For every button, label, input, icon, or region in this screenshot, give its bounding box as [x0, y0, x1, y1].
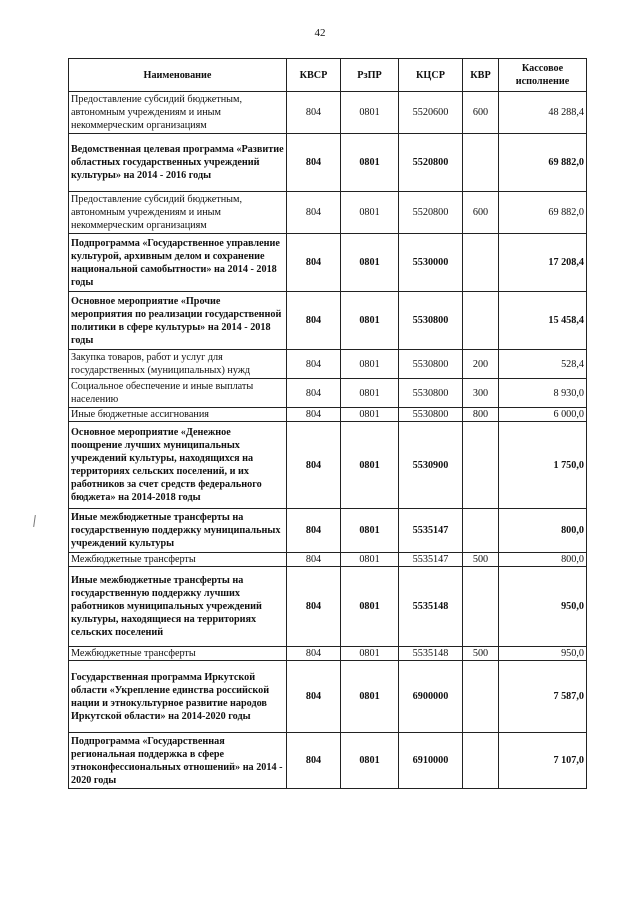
col-header-rzpr: РзПР — [341, 59, 399, 92]
table-row — [69, 567, 587, 647]
table-row — [69, 134, 587, 192]
row-kcsr: 5520600 — [399, 92, 463, 134]
row-kvr: 200 — [463, 350, 499, 379]
row-kcsr: 5520800 — [399, 192, 463, 234]
row-rzpr: 0801 — [341, 234, 399, 292]
row-rzpr: 0801 — [341, 567, 399, 647]
row-amount: 8 930,0 — [499, 379, 587, 408]
row-name: Иные бюджетные ассигнования — [69, 408, 287, 422]
row-rzpr: 0801 — [341, 661, 399, 733]
table-body — [69, 92, 587, 789]
col-header-kvsr: КВСР — [287, 59, 341, 92]
row-kcsr: 5535148 — [399, 647, 463, 661]
row-amount: 15 458,4 — [499, 292, 587, 350]
row-name: Предоставление субсидий бюджетным, автономным учреждениям и иным некоммерческим организациям — [69, 192, 287, 234]
row-amount: 48 288,4 — [499, 92, 587, 134]
row-kvsr: 804 — [287, 192, 341, 234]
row-name: Иные межбюджетные трансферты на государственную поддержку лучших работников муниципальных учреждений культуры, находящиеся на территориях сельских поселений — [69, 567, 287, 647]
col-header-name: Наименование — [69, 59, 287, 92]
row-kvr: 500 — [463, 647, 499, 661]
table-row — [69, 292, 587, 350]
row-rzpr: 0801 — [341, 647, 399, 661]
row-amount: 1 750,0 — [499, 422, 587, 509]
table-row — [69, 647, 587, 661]
row-kvr: 600 — [463, 192, 499, 234]
row-name: Государственная программа Иркутской области «Укрепление единства российской нации и этнокультурное развитие народов Иркутской области» на 2014-2020 годы — [69, 661, 287, 733]
row-amount: 7 587,0 — [499, 661, 587, 733]
row-kvsr: 804 — [287, 647, 341, 661]
table-row — [69, 733, 587, 789]
row-kvr — [463, 422, 499, 509]
table-row — [69, 408, 587, 422]
row-kcsr: 5530800 — [399, 350, 463, 379]
row-rzpr: 0801 — [341, 379, 399, 408]
row-kvr: 500 — [463, 553, 499, 567]
row-kcsr: 5530800 — [399, 292, 463, 350]
row-kvsr: 804 — [287, 379, 341, 408]
col-header-kcsr: КЦСР — [399, 59, 463, 92]
row-rzpr: 0801 — [341, 733, 399, 789]
row-name: Социальное обеспечение и иные выплаты населению — [69, 379, 287, 408]
row-name: Закупка товаров, работ и услуг для государственных (муниципальных) нужд — [69, 350, 287, 379]
row-name: Межбюджетные трансферты — [69, 647, 287, 661]
row-kcsr: 5530800 — [399, 408, 463, 422]
row-rzpr: 0801 — [341, 292, 399, 350]
margin-mark — [33, 515, 36, 527]
row-rzpr: 0801 — [341, 408, 399, 422]
row-kvr — [463, 134, 499, 192]
row-name: Ведомственная целевая программа «Развитие областных государственных учреждений культуры» на 2014 - 2016 годы — [69, 134, 287, 192]
row-kvr: 600 — [463, 92, 499, 134]
row-rzpr: 0801 — [341, 553, 399, 567]
row-name: Предоставление субсидий бюджетным, автономным учреждениям и иным некоммерческим организациям — [69, 92, 287, 134]
table-row — [69, 661, 587, 733]
row-name: Основное мероприятие «Денежное поощрение лучших муниципальных учреждений культуры, находящихся на территориях сельских поселений, и их работников за счет средств федерального бюджета» на 2014-2018 годы — [69, 422, 287, 509]
table-header-row — [69, 59, 587, 92]
row-kvsr: 804 — [287, 422, 341, 509]
row-name: Подпрограмма «Государственная региональная поддержка в сфере этноконфессиональных отношений» на 2014 - 2020 годы — [69, 733, 287, 789]
table-row — [69, 192, 587, 234]
row-name: Иные межбюджетные трансферты на государственную поддержку муниципальных учреждений культуры — [69, 509, 287, 553]
row-rzpr: 0801 — [341, 509, 399, 553]
row-rzpr: 0801 — [341, 192, 399, 234]
row-kcsr: 6900000 — [399, 661, 463, 733]
row-name: Основное мероприятие «Прочие мероприятия по реализации государственной политики в сфере культуры» на 2014 - 2018 годы — [69, 292, 287, 350]
row-amount: 528,4 — [499, 350, 587, 379]
row-kvsr: 804 — [287, 134, 341, 192]
budget-table — [68, 58, 587, 789]
row-kvr — [463, 292, 499, 350]
row-kvr — [463, 567, 499, 647]
row-kcsr: 5520800 — [399, 134, 463, 192]
page-number: 42 — [314, 27, 326, 39]
row-kvsr: 804 — [287, 350, 341, 379]
col-header-amount: Кассовое исполнение — [499, 59, 587, 92]
row-kvsr: 804 — [287, 661, 341, 733]
row-kcsr: 5530800 — [399, 379, 463, 408]
row-kvr — [463, 234, 499, 292]
row-kvsr: 804 — [287, 553, 341, 567]
row-amount: 17 208,4 — [499, 234, 587, 292]
row-kcsr: 5535147 — [399, 553, 463, 567]
row-kcsr: 5530900 — [399, 422, 463, 509]
row-rzpr: 0801 — [341, 422, 399, 509]
row-kvsr: 804 — [287, 567, 341, 647]
col-header-kvr: КВР — [463, 59, 499, 92]
row-kvsr: 804 — [287, 733, 341, 789]
row-amount: 950,0 — [499, 647, 587, 661]
row-kvsr: 804 — [287, 509, 341, 553]
row-rzpr: 0801 — [341, 350, 399, 379]
table-row — [69, 379, 587, 408]
row-kvr — [463, 509, 499, 553]
row-kvr — [463, 661, 499, 733]
row-kvr: 300 — [463, 379, 499, 408]
table-row — [69, 553, 587, 567]
row-kvr — [463, 733, 499, 789]
row-amount: 69 882,0 — [499, 134, 587, 192]
row-amount: 800,0 — [499, 509, 587, 553]
table-row — [69, 422, 587, 509]
table-row — [69, 350, 587, 379]
row-rzpr: 0801 — [341, 134, 399, 192]
row-kcsr: 6910000 — [399, 733, 463, 789]
row-kcsr: 5535148 — [399, 567, 463, 647]
row-name: Подпрограмма «Государственное управление культурой, архивным делом и сохранение национальной самобытности» на 2014 - 2018 годы — [69, 234, 287, 292]
row-kvsr: 804 — [287, 408, 341, 422]
row-amount: 69 882,0 — [499, 192, 587, 234]
table-row — [69, 234, 587, 292]
row-amount: 7 107,0 — [499, 733, 587, 789]
row-kcsr: 5535147 — [399, 509, 463, 553]
row-kvr: 800 — [463, 408, 499, 422]
row-rzpr: 0801 — [341, 92, 399, 134]
row-amount: 800,0 — [499, 553, 587, 567]
row-name: Межбюджетные трансферты — [69, 553, 287, 567]
row-amount: 6 000,0 — [499, 408, 587, 422]
table-row — [69, 92, 587, 134]
table-row — [69, 509, 587, 553]
row-kvsr: 804 — [287, 234, 341, 292]
row-amount: 950,0 — [499, 567, 587, 647]
row-kcsr: 5530000 — [399, 234, 463, 292]
row-kvsr: 804 — [287, 92, 341, 134]
row-kvsr: 804 — [287, 292, 341, 350]
